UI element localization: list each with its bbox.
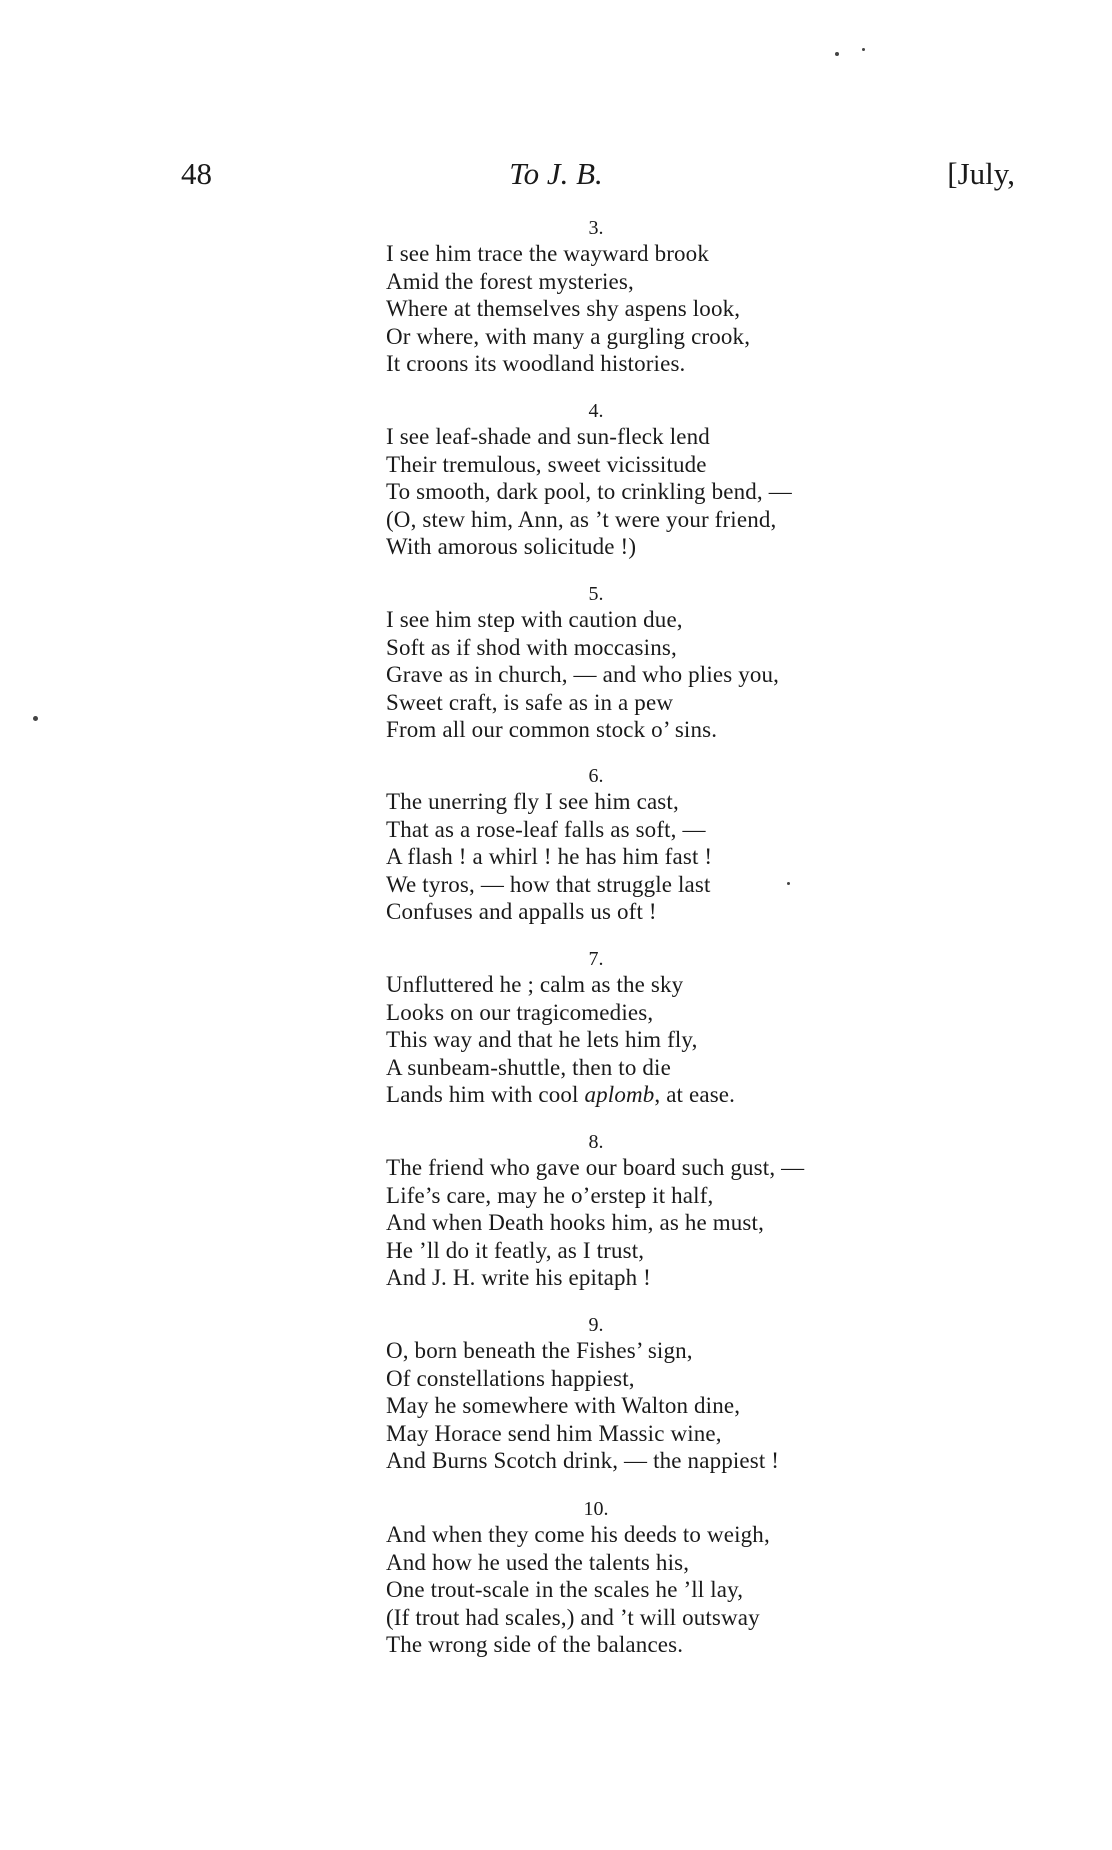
stanza-number: 7. [588, 948, 604, 970]
poem-line: (O, stew him, Ann, as ’t were your friend, [386, 506, 777, 532]
poem-line: To smooth, dark pool, to crinkling bend, — [386, 479, 792, 505]
running-date: [July, [947, 156, 1015, 191]
poem-line: This way and that he lets him fly, [386, 1027, 698, 1053]
poem-line: Their tremulous, sweet vicissitude [386, 451, 707, 477]
poem-line: Soft as if shod with moccasins, [386, 634, 677, 660]
page-number: 48 [181, 156, 212, 191]
stanza [386, 399, 806, 561]
poem-line: One trout-scale in the scales he ’ll lay, [386, 1577, 744, 1603]
poem-line: O, born beneath the Fishes’ sign, [386, 1338, 693, 1363]
stanza [386, 582, 806, 744]
stanza [386, 764, 806, 926]
stanza-number: 5. [588, 583, 604, 605]
poem-line: Amid the forest mysteries, [386, 268, 634, 294]
poem-line: The unerring fly I see him cast, [386, 789, 679, 814]
poem-line: It croons its woodland histories. [386, 351, 686, 377]
poem-line: Looks on our tragicomedies, [386, 999, 654, 1025]
print-speck [835, 52, 839, 56]
poem-line: And when Death hooks him, as he must, [386, 1210, 764, 1236]
stanza [386, 216, 806, 378]
poem-line: (If trout had scales,) and ’t will outsway [386, 1604, 760, 1630]
stanza-number: 6. [588, 765, 604, 787]
poem-line: That as a rose-leaf falls as soft, — [386, 816, 706, 842]
print-speck [787, 882, 790, 885]
poem-line: Where at themselves shy aspens look, [386, 296, 741, 322]
poem-line: A sunbeam-shuttle, then to die [386, 1054, 671, 1080]
poem-line: Sweet craft, is safe as in a pew [386, 689, 674, 715]
poem-line: Life’s care, may he o’erstep it half, [386, 1182, 714, 1208]
poem-line: I see leaf-shade and sun-fleck lend [386, 424, 710, 449]
poem-line: Lands him with cool aplomb, at ease. [386, 1082, 736, 1108]
poem-line: And Burns Scotch drink, — the nappiest ! [386, 1448, 780, 1474]
poem-line: The wrong side of the balances. [386, 1632, 684, 1658]
poem-line: And when they come his deeds to weigh, [386, 1522, 770, 1547]
poem-line: The friend who gave our board such gust, — [386, 1155, 805, 1180]
stanza-number: 3. [588, 217, 604, 239]
stanza [386, 1313, 806, 1475]
poem-line: Or where, with many a gurgling crook, [386, 323, 751, 349]
running-head [0, 156, 1112, 196]
poem-line: Unfluttered he ; calm as the sky [386, 972, 684, 997]
stanza [386, 1497, 806, 1659]
poem-line: And J. H. write his epitaph ! [386, 1265, 651, 1291]
poem-line: From all our common stock o’ sins. [386, 717, 718, 743]
italic-word: aplomb [584, 1082, 655, 1108]
stanza-number: 8. [588, 1131, 604, 1153]
stanza [386, 1130, 806, 1292]
poem-line: With amorous solicitude !) [386, 534, 637, 560]
poem-line: May he somewhere with Walton dine, [386, 1393, 741, 1419]
running-title: To J. B. [509, 156, 603, 191]
stanza-number: 4. [588, 400, 604, 422]
poem-line: Grave as in church, — and who plies you, [386, 662, 780, 688]
poem-line: Confuses and appalls us oft ! [386, 899, 657, 925]
poem-line: Of constellations happiest, [386, 1365, 635, 1391]
poem-line: I see him step with caution due, [386, 607, 683, 632]
stanza-number: 10. [583, 1498, 609, 1520]
poem-line: We tyros, — how that struggle last [386, 871, 711, 897]
stanza [386, 947, 806, 1109]
print-speck [33, 716, 38, 721]
stanza-number: 9. [588, 1314, 604, 1336]
poem-line: A flash ! a whirl ! he has him fast ! [386, 844, 713, 870]
poem-line: May Horace send him Massic wine, [386, 1420, 722, 1446]
print-speck [862, 48, 865, 51]
poem-line: And how he used the talents his, [386, 1549, 690, 1575]
poem-line: He ’ll do it featly, as I trust, [386, 1237, 645, 1263]
poem-line: I see him trace the wayward brook [386, 241, 709, 266]
